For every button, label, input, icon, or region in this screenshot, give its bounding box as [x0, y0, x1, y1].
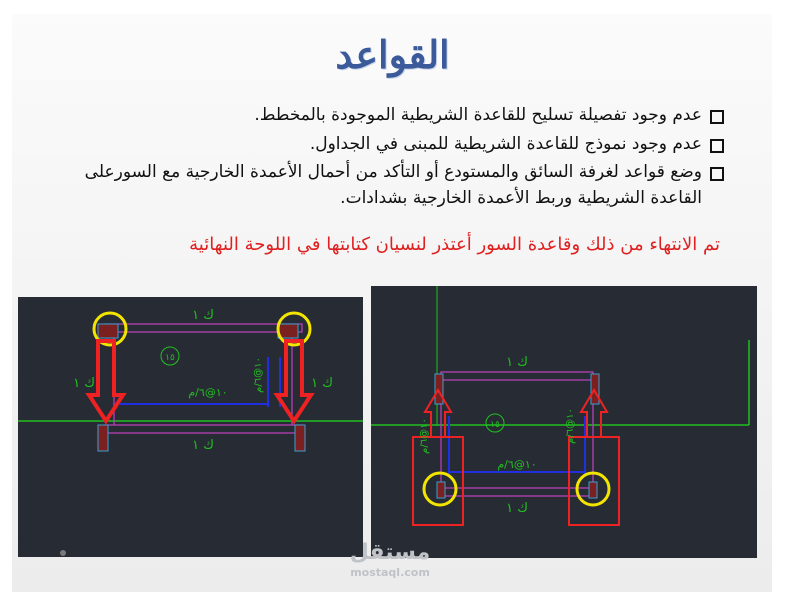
column [591, 374, 599, 404]
watermark-logo: مستقل [349, 540, 431, 565]
slide-dot [60, 550, 66, 556]
column [437, 482, 445, 498]
label-bottom: ك ١ [192, 438, 214, 453]
label-top: ك ١ [506, 355, 528, 370]
bullet-item [60, 103, 724, 129]
column [98, 324, 118, 338]
rebar-vert-label: ١٠@٦/م [419, 418, 430, 454]
bullet-text: وضع قواعد لغرفة السائق والمستودع أو التأكد من أحمال الأعمدة الخارجية مع السورعلى القاعدة الشريطية وربط الأعمدة الخارجية بشدادات. [84, 162, 702, 208]
bullet-list [60, 103, 724, 214]
rebar-vert-label: ١٠@٦/م [565, 408, 576, 444]
slide-title: القواعد [335, 32, 450, 77]
left-cad-drawing [18, 297, 363, 557]
grid-circle-label: ١٥ [490, 420, 500, 430]
label-bottom: ك ١ [506, 501, 528, 516]
bullet-text: عدم وجود تفصيلة تسليح للقاعدة الشريطية الموجودة بالمخطط. [254, 105, 702, 125]
right-cad-drawing [371, 286, 757, 558]
label-left: ك ١ [73, 376, 95, 391]
watermark-url: mostaql.com [350, 566, 430, 579]
column [589, 482, 597, 498]
grid-circle-label: ١٥ [165, 353, 175, 363]
cad-background [18, 297, 363, 557]
watermark [330, 540, 450, 579]
label-right: ك ١ [311, 376, 333, 391]
red-note: تم الانتهاء من ذلك وقاعدة السور أعتذر لنسيان كتابتها في اللوحة النهائية [189, 234, 720, 255]
bullet-text: عدم وجود نموذج للقاعدة الشريطية للمبنى في الجداول. [309, 133, 702, 154]
label-top: ك ١ [192, 308, 214, 323]
column [98, 425, 108, 451]
rebar-dim-label: ١٠@٦/م [188, 386, 228, 399]
column [295, 425, 305, 451]
bullet-item [60, 132, 724, 158]
checkbox-bullet-icon [710, 110, 724, 124]
checkbox-bullet-icon [710, 167, 724, 181]
column [435, 374, 443, 404]
checkbox-bullet-icon [710, 139, 724, 153]
rebar-vert-label: ١٠@٦/م [253, 357, 264, 393]
bullet-item [60, 160, 724, 211]
rebar-dim-label: ١٠@٦/م [497, 458, 537, 471]
